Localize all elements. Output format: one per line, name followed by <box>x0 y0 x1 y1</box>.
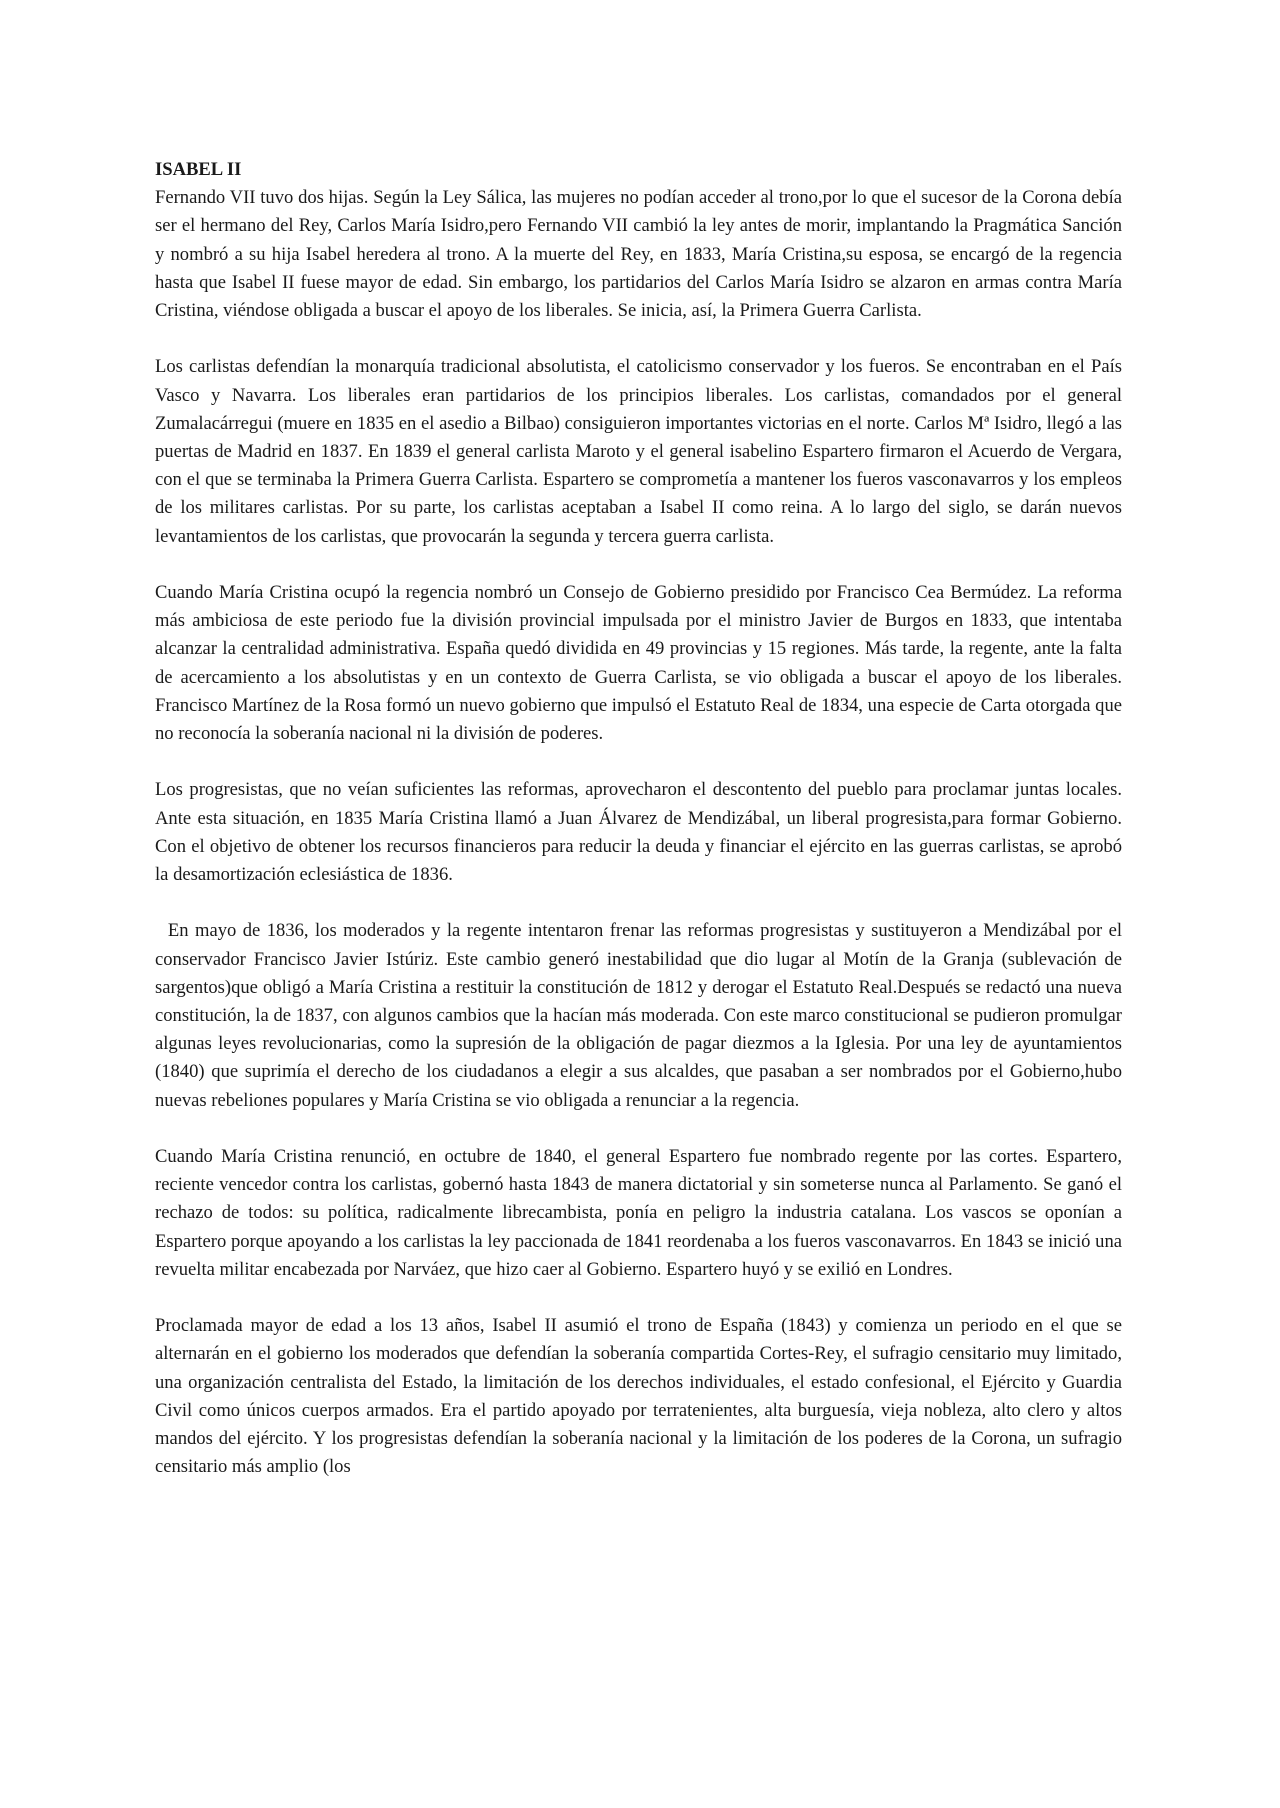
document-page <box>155 156 1127 1481</box>
paragraph-mayoria-edad: Proclamada mayor de edad a los 13 años, Isabel II asumió el trono de España (1843) y comienza un periodo en el que se alternarán en el gobierno los moderados que defendían la soberanía compartida Cortes-Rey, el sufragio censitario muy limitado, una organización centralista del Estado, la limitación de los derechos individuales, el estado confesional, el Ejército y Guardia Civil como únicos cuerpos armados. Era el partido apoyado por terratenientes, alta burguesía, vieja nobleza, alto clero y altos mandos del ejército. Y los progresistas defendían la soberanía nacional y la limitación de los poderes de la Corona, un sufragio censitario más amplio (los <box>155 1315 1122 1478</box>
paragraph-succession: Fernando VII tuvo dos hijas. Según la Ley Sálica, las mujeres no podían acceder al trono,por lo que el sucesor de la Corona debía ser el hermano del Rey, Carlos María Isidro,pero Fernando VII cambió la ley antes de morir, implantando la Pragmática Sanción y nombró a su hija Isabel heredera al trono. A la muerte del Rey, en 1833, María Cristina,su esposa, se encargó de la regencia hasta que Isabel II fuese mayor de edad. Sin embargo, los partidarios del Carlos María Isidro se alzaron en armas contra María Cristina, viéndose obligada a buscar el apoyo de los liberales. Se inicia, así, la Primera Guerra Carlista. <box>155 187 1122 322</box>
paragraph-progresistas: Los progresistas, que no veían suficientes las reformas, aprovecharon el descontento del pueblo para proclamar juntas locales. Ante esta situación, en 1835 María Cristina llamó a Juan Álvarez de Mendizábal, un liberal progresista,para formar Gobierno. Con el objetivo de obtener los recursos financieros para reducir la deuda y financiar el ejército en las guerras carlistas, se aprobó la desamortización eclesiástica de 1836. <box>155 779 1122 886</box>
paragraph-espartero: Cuando María Cristina renunció, en octubre de 1840, el general Espartero fue nombrado regente por las cortes. Espartero, reciente vencedor contra los carlistas, gobernó hasta 1843 de manera dictatorial y sin someterse nunca al Parlamento. Se ganó el rechazo de todos: su política, radicalmente librecambista, ponía en peligro la industria catalana. Los vascos se oponían a Espartero porque apoyando a los carlistas la ley paccionada de 1841 reordenaba a los fueros vasconavarros. En 1843 se inició una revuelta militar encabezada por Narváez, que hizo caer al Gobierno. Espartero huyó y se exilió en Londres. <box>155 1146 1122 1280</box>
paragraph-motin-granja: En mayo de 1836, los moderados y la regente intentaron frenar las reformas progresistas y sustituyeron a Mendizábal por el conservador Francisco Javier Istúriz. Este cambio generó inestabilidad que dio lugar al Motín de la Granja (sublevación de sargentos)que obligó a María Cristina a restituir la constitución de 1812 y derogar el Estatuto Real.Después se redactó una nueva constitución, la de 1837, con algunos cambios que la hacían más moderada. Con este marco constitucional se pudieron promulgar algunas leyes revolucionarias, como la supresión de la obligación de pagar diezmos a la Iglesia. Por una ley de ayuntamientos (1840) que suprimía el derecho de los ciudadanos a elegir a sus alcaldes, que pasaban a ser nombrados por el Gobierno,hubo nuevas rebeliones populares y María Cristina se vio obligada a renunciar a la regencia. <box>155 920 1127 1111</box>
paragraph-regencia: Cuando María Cristina ocupó la regencia nombró un Consejo de Gobierno presidido por Francisco Cea Bermúdez. La reforma más ambiciosa de este periodo fue la división provincial impulsada por el ministro Javier de Burgos en 1833, que intentaba alcanzar la centralidad administrativa. España quedó dividida en 49 provincias y 15 regiones. Más tarde, la regente, ante la falta de acercamiento a los absolutistas y en un contexto de Guerra Carlista, se vio obligada a buscar el apoyo de los liberales. Francisco Martínez de la Rosa formó un nuevo gobierno que impulsó el Estatuto Real de 1834, una especie de Carta otorgada que no reconocía la soberanía nacional ni la división de poderes. <box>155 582 1122 745</box>
paragraph-carlistas: Los carlistas defendían la monarquía tradicional absolutista, el catolicismo conservador y los fueros. Se encontraban en el País Vasco y Navarra. Los liberales eran partidarios de los principios liberales. Los carlistas, comandados por el general Zumalacárregui (muere en 1835 en el asedio a Bilbao) consiguieron importantes victorias en el norte. Carlos Mª Isidro, llegó a las puertas de Madrid en 1837. En 1839 el general carlista Maroto y el general isabelino Espartero firmaron el Acuerdo de Vergara, con el que se terminaba la Primera Guerra Carlista. Espartero se comprometía a mantener los fueros vasconavarros y los empleos de los militares carlistas. Por su parte, los carlistas aceptaban a Isabel II como reina. A lo largo del siglo, se darán nuevos levantamientos de los carlistas, que provocarán la segunda y tercera guerra carlista. <box>155 356 1122 547</box>
document-title: ISABEL II <box>155 159 242 180</box>
